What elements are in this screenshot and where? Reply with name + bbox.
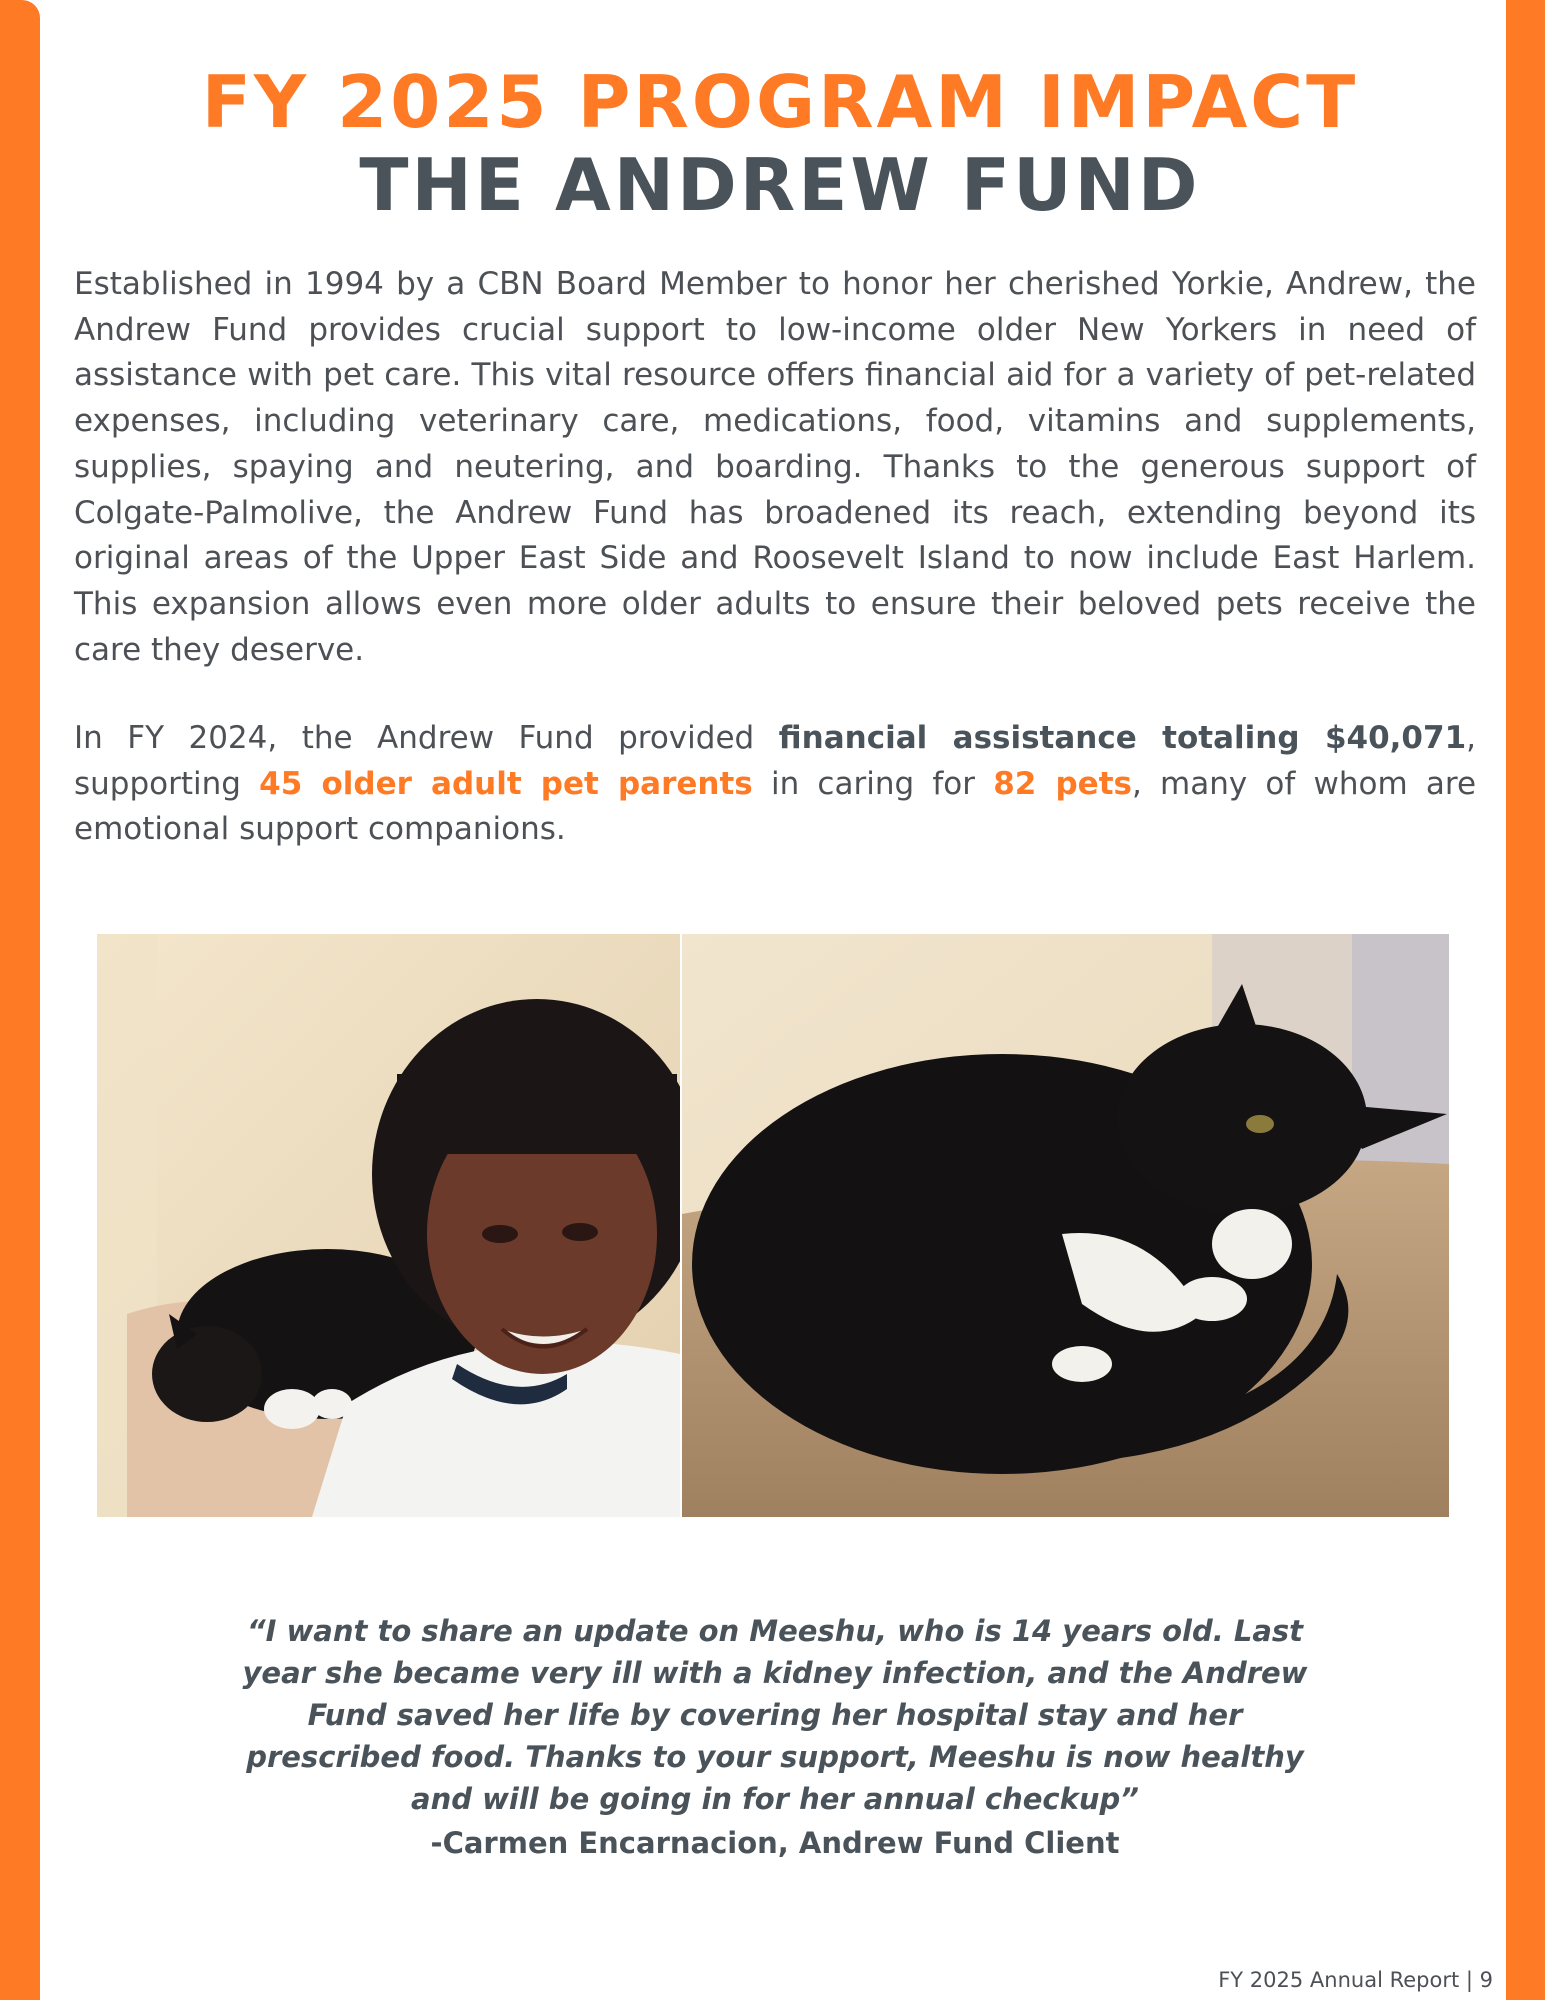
impact-paragraph <box>74 716 1476 853</box>
pet-parents-highlight: 45 older adult pet parents <box>259 765 753 802</box>
person-with-cat-illustration <box>97 934 680 1517</box>
financial-total-highlight: financial assistance totaling $40,071 <box>778 720 1467 756</box>
left-accent-bar <box>0 0 40 2000</box>
impact-text-3: in caring for <box>752 765 994 802</box>
pets-count-highlight: 82 pets <box>993 765 1132 802</box>
impact-text-1: In FY 2024, the Andrew Fund provided <box>74 720 779 756</box>
intro-paragraph: Established in 1994 by a CBN Board Member to honor her cherished Yorkie, Andrew, the Andrew Fund provides crucial support to low-income older New Yorkers in need of assistance with pet care. This vital resource offers financial aid for a variety of pet-related expenses, including veterinary care, medications, food, vitamins and supplements, supplies, spaying and neutering, and boarding. Thanks to the generous support of Colgate-Palmolive, the Andrew Fund has broadened its reach, extending beyond its original areas of the Upper East Side and Roosevelt Island to now include East Harlem. This expansion allows even more older adults to ensure their beloved pets receive the care they deserve. <box>74 266 1476 668</box>
page-footer: FY 2025 Annual Report | 9 <box>1218 1968 1493 1992</box>
person-with-cat-photo <box>97 934 680 1517</box>
page-subtitle: THE ANDREW FUND <box>359 143 1201 227</box>
impact-text-4: , many of whom are emotional support companions. <box>74 765 1477 848</box>
sleeping-cat-illustration <box>682 934 1449 1517</box>
page-title: FY 2025 PROGRAM IMPACT <box>201 60 1359 144</box>
impact-text-2: , supporting <box>74 720 1476 802</box>
testimonial-quote: “I want to share an update on Meeshu, who is 14 years old. Last year she became very ill with a kidney infection, and the Andrew Fund saved her life by covering her hospital stay and her prescribed food. Thanks to your support, Meeshu is now healthy and will be going in for her annual checkup” <box>242 1614 1308 1816</box>
testimonial-attribution: -Carmen Encarnacion, Andrew Fund Client <box>430 1826 1120 1860</box>
sleeping-cat-photo <box>682 934 1449 1517</box>
right-accent-bar <box>1506 0 1545 2000</box>
